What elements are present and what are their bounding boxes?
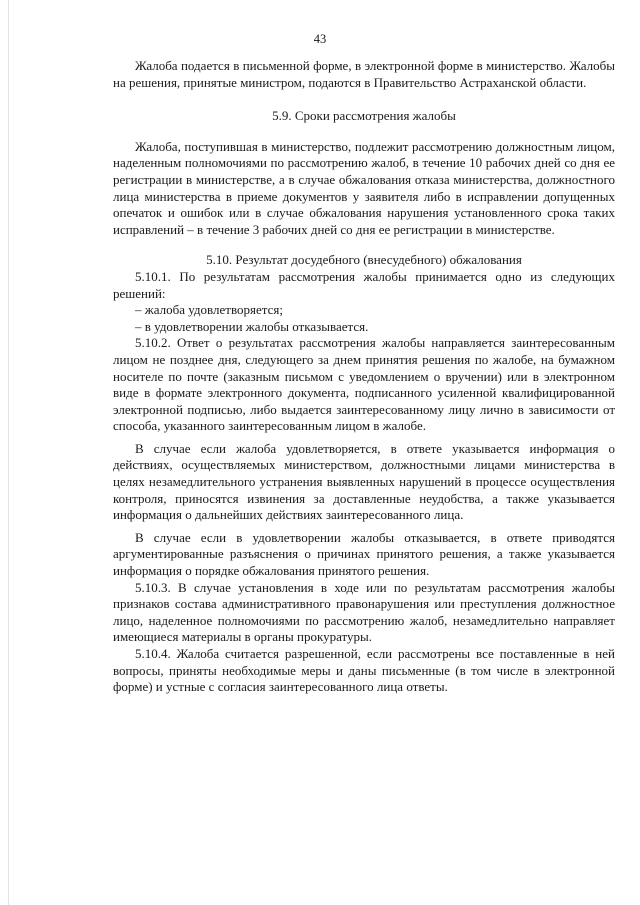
- paragraph-if-refused: В случае если в удовлетворении жалобы отказывается, в ответе приводятся аргументированные разъяснения о причинах принятого решения, а также указывается информация о порядке обжалования принятого решения.: [113, 529, 615, 579]
- paragraph-5-10-2: 5.10.2. Ответ о результатах рассмотрения жалобы направляется заинтересованным лицом не позднее дня, следующего за днем принятия решения по жалобе, на бумажном носителе по почте (заказным письмом с уведомлением о вручении) или в электронном виде в формате электронного документа, подписанного усиленной квалифицированной электронной подписью, либо выдается заинтересованному лицу лично в зависимости от способа, указанного заинтересованным лицом в жалобе.: [113, 335, 615, 434]
- paragraph-submission-form: Жалоба подается в письменной форме, в электронной форме в министерство. Жалобы на решения, принятые министром, подаются в Правительство Астраханской области.: [113, 58, 615, 90]
- list-item-satisfied: – жалоба удовлетворяется;: [135, 302, 283, 318]
- scan-margin-line: [8, 0, 9, 905]
- paragraph-if-satisfied: В случае если жалоба удовлетворяется, в ответе указывается информация о действиях, осуществляемых министерством, должностными лицами министерства в целях незамедлительного устранения выявленных нарушений в процессе осуществления контроля, приносятся извинения за доставленные неудобства, а также указывается информация о дальнейших действиях заинтересованного лица.: [113, 440, 615, 523]
- paragraph-5-10-1: 5.10.1. По результатам рассмотрения жалобы принимается одно из следующих решений:: [113, 268, 615, 301]
- section-heading-5-10: 5.10. Результат досудебного (внесудебного) обжалования: [206, 252, 522, 268]
- list-item-refused: – в удовлетворении жалобы отказывается.: [135, 318, 369, 334]
- page-number: 43: [313, 32, 327, 46]
- document-body: [113, 58, 615, 696]
- section-heading-5-9: 5.9. Сроки рассмотрения жалобы: [272, 108, 456, 124]
- paragraph-5-10-4: 5.10.4. Жалоба считается разрешенной, если рассмотрены все поставленные в ней вопросы, приняты необходимые меры и даны письменные (в том числе в электронной форме) и устные с согласия заинтересованного лица ответы.: [113, 646, 615, 695]
- paragraph-5-10-3: 5.10.3. В случае установления в ходе или по результатам рассмотрения жалобы признаков состава административного правонарушения или преступления должностное лицо, наделенное полномочиями по рассмотрению жалоб, незамедлительно направляет имеющиеся материалы в органы прокуратуры.: [113, 579, 615, 645]
- paragraph-review-terms: Жалоба, поступившая в министерство, подлежит рассмотрению должностным лицом, наделенным полномочиями по рассмотрению жалоб, в течение 10 рабочих дней со дня ее регистрации в министерстве, а в случае обжалования отказа министерства, должностного лица министерства в приеме документов у заявителя либо в исправлении допущенных опечаток и ошибок или в случае обжалования нарушения установленного срока таких исправлений – в течение 3 рабочих дней со дня ее регистрации в министерстве.: [113, 138, 615, 237]
